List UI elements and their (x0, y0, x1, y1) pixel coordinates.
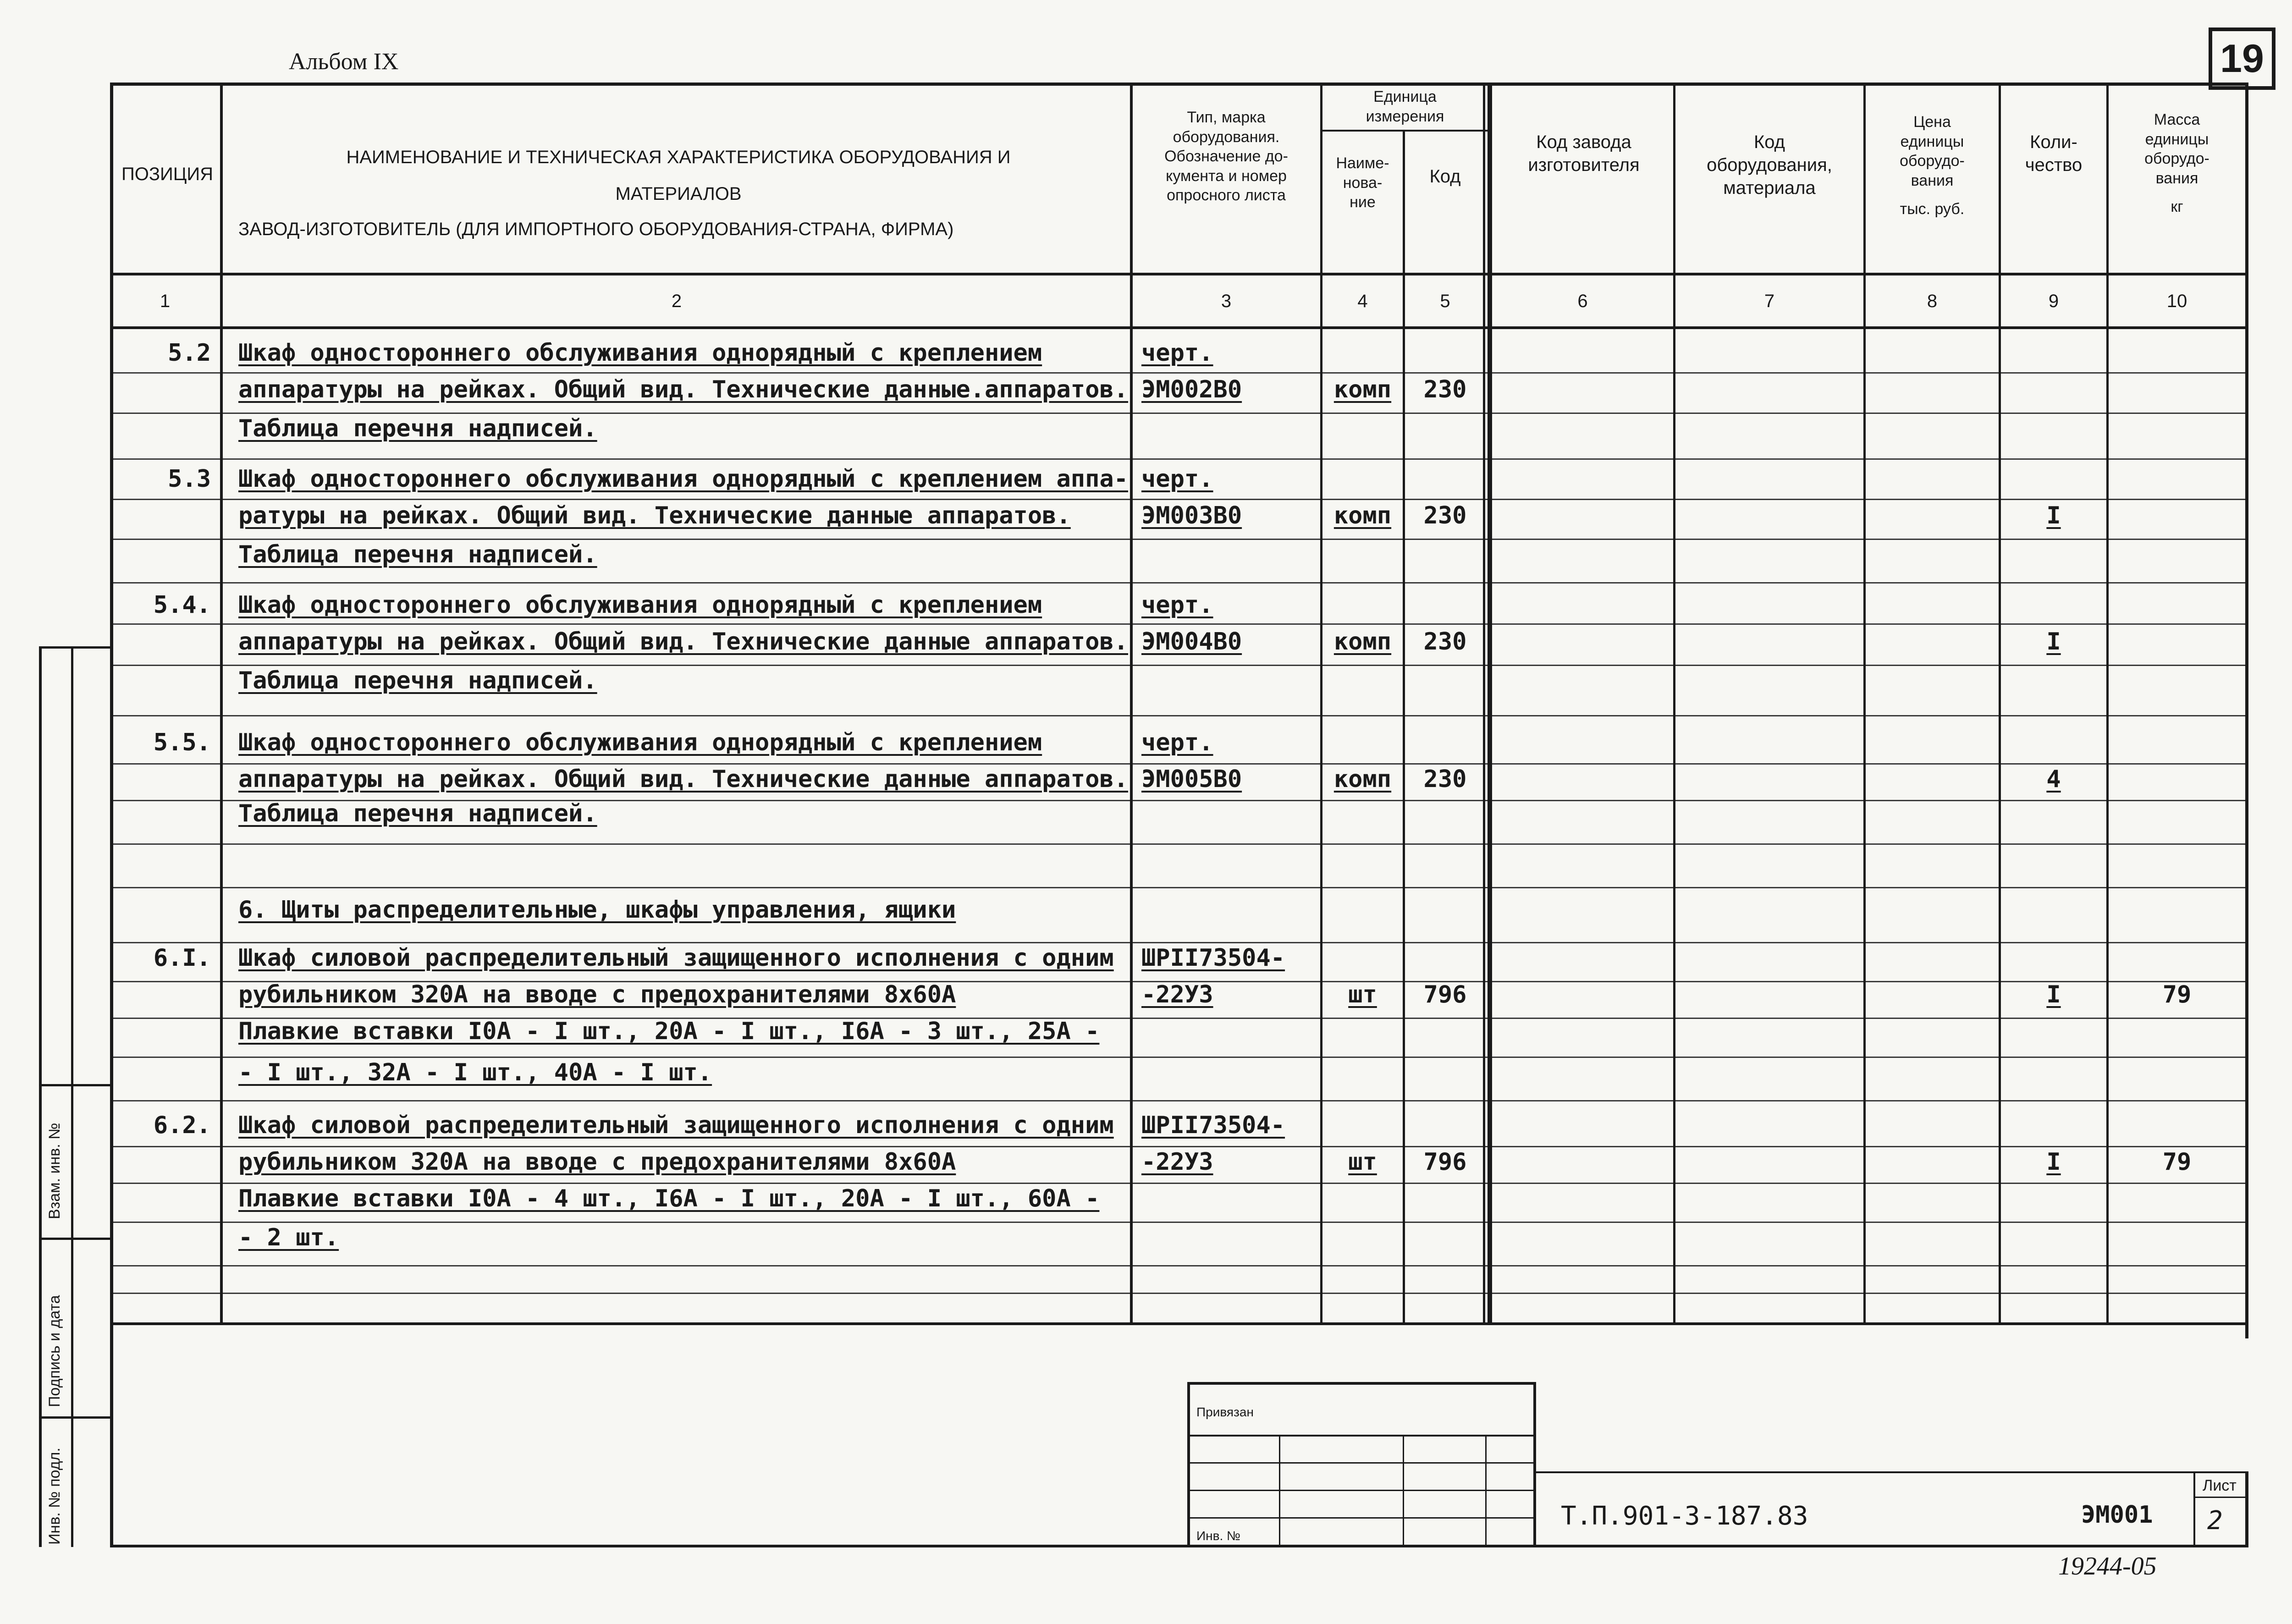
cell-code: 230 (1423, 765, 1467, 793)
cell-unit: комп (1333, 376, 1392, 403)
cell-name: Таблица перечня надписей. (238, 541, 597, 568)
colnum-5: 5 (1440, 291, 1450, 311)
side-label-signature: Подпись и дата (46, 1295, 63, 1407)
cell-type: -22У3 (1141, 981, 1213, 1008)
cell-unit: шт (1348, 981, 1377, 1008)
cell-type: ЭМ003В0 (1141, 502, 1242, 529)
row-separator (110, 1100, 2248, 1101)
colnum-2: 2 (671, 291, 682, 311)
cell-pos: 6.2. (153, 1112, 211, 1139)
cell-unit: комп (1333, 765, 1392, 793)
row-separator (110, 499, 2248, 500)
cell-name: ратуры на рейках. Общий вид. Технические данные аппаратов. (238, 502, 1071, 529)
cell-unit: комп (1333, 628, 1392, 655)
row-separator (110, 665, 2248, 666)
row-separator (110, 458, 2248, 460)
row-separator (110, 942, 2248, 943)
cell-name: Шкаф одностороннего обслуживания однорядный с креплением (238, 339, 1042, 367)
stamp-list-label: Лист (2203, 1477, 2237, 1494)
cell-name: Таблица перечня надписей. (238, 800, 597, 827)
cell-qty: I (2046, 628, 2061, 655)
cell-name: Шкаф силовой распределительный защищенного исполнения с одним (238, 1112, 1114, 1139)
header-unit-group: Единица измерения (1366, 88, 1444, 125)
cell-name: рубильником 320А на вводе с предохранителями 8х60А (238, 1148, 956, 1176)
row-separator (110, 1057, 2248, 1058)
cell-name: 6. Щиты распределительные, шкафы управления, ящики (238, 896, 956, 924)
cell-unit: комп (1333, 502, 1392, 529)
cell-type: ЭМ002В0 (1141, 376, 1242, 403)
archive-number: 19244-05 (2058, 1552, 2157, 1580)
cell-code: 230 (1423, 502, 1467, 529)
cell-name: Таблица перечня надписей. (238, 667, 597, 694)
header-name-line3: ЗАВОД-ИЗГОТОВИТЕЛЬ (ДЛЯ ИМПОРТНОГО ОБОРУДОВАНИЯ-СТРАНА, ФИРМА) (238, 219, 954, 239)
cell-pos: 5.3 (168, 465, 211, 493)
cell-name: Плавкие вставки I0А - I шт., 20А - I шт., I6А - 3 шт., 25А - (238, 1018, 1100, 1045)
cell-name: Шкаф одностороннего обслуживания однорядный с креплением аппа- (238, 465, 1129, 493)
cell-name: Шкаф одностороннего обслуживания однорядный с креплением (238, 591, 1042, 619)
cell-name: Плавкие вставки I0А - 4 шт., I6А - I шт., 20А - I шт., 60А - (238, 1185, 1100, 1212)
cell-type: ЭМ004В0 (1141, 628, 1242, 655)
cell-type: черт. (1141, 729, 1213, 756)
row-separator (110, 539, 2248, 540)
header-unit-name: Наиме- нова- ние (1336, 154, 1389, 211)
stamp-doc-code: Т.П.901-3-187.83 (1561, 1501, 1808, 1531)
cell-code: 796 (1423, 1148, 1467, 1176)
row-separator (110, 763, 2248, 765)
colnum-7: 7 (1764, 291, 1775, 311)
row-separator (110, 623, 2248, 625)
row-separator (110, 372, 2248, 374)
cell-pos: 5.5. (153, 729, 211, 756)
cell-qty: 4 (2046, 765, 2061, 793)
header-equipment-code: Код оборудования, материала (1707, 132, 1832, 198)
stamp-sheet-code: ЭМ001 (2081, 1501, 2153, 1529)
cell-name: Шкаф силовой распределительный защищенного исполнения с одним (238, 944, 1114, 972)
row-separator (110, 1146, 2248, 1147)
stamp-inv-no: Инв. № (1196, 1529, 1241, 1543)
stamp-privyazan: Привязан (1196, 1405, 1254, 1419)
cell-code: 230 (1423, 628, 1467, 655)
cell-qty: I (2046, 1148, 2061, 1176)
cell-name: Таблица перечня надписей. (238, 415, 597, 442)
colnum-3: 3 (1221, 291, 1232, 311)
row-separator (110, 843, 2248, 845)
page-number: 19 (2209, 28, 2275, 90)
colnum-4: 4 (1357, 291, 1368, 311)
row-separator (110, 1183, 2248, 1184)
cell-qty: I (2046, 502, 2061, 529)
colnum-6: 6 (1577, 291, 1588, 311)
header-unit-code: Код (1429, 166, 1461, 187)
cell-code: 796 (1423, 981, 1467, 1008)
cell-type: черт. (1141, 339, 1213, 367)
album-label: Альбом IX (289, 49, 399, 75)
row-separator (110, 887, 2248, 888)
cell-name: рубильником 320А на вводе с предохранителями 8х60А (238, 981, 956, 1008)
header-position: ПОЗИЦИЯ (121, 164, 213, 184)
stamp-list-value: 2 (2207, 1506, 2223, 1536)
cell-name: - 2 шт. (238, 1224, 339, 1251)
cell-type: ШРII73504- (1141, 1112, 1285, 1139)
row-separator (110, 1265, 2248, 1266)
header-name-line1: НАИМЕНОВАНИЕ И ТЕХНИЧЕСКАЯ ХАРАКТЕРИСТИКА ОБОРУДОВАНИЯ И (346, 147, 1011, 167)
cell-name: - I шт., 32А - I шт., 40А - I шт. (238, 1059, 712, 1086)
cell-type: -22У3 (1141, 1148, 1213, 1176)
side-label-inventory: Инв. № подл. (46, 1448, 63, 1545)
cell-type: ШРII73504- (1141, 944, 1285, 972)
cell-type: ЭМ005В0 (1141, 765, 1242, 793)
header-factory-code: Код завода изготовителя (1528, 132, 1640, 175)
header-name-line2: МАТЕРИАЛОВ (615, 184, 742, 204)
cell-name: аппаратуры на рейках. Общий вид. Технические данные.аппаратов. (238, 376, 1129, 403)
row-separator (110, 1222, 2248, 1223)
row-separator (110, 582, 2248, 584)
header-unit-mass: Масса единицы оборудо- вания кг (2144, 111, 2209, 215)
side-label-replacement: Взам. инв. № (46, 1123, 63, 1219)
cell-pos: 5.2 (168, 339, 211, 367)
row-separator (110, 715, 2248, 716)
header-quantity: Коли- чество (2025, 132, 2083, 175)
row-separator (110, 413, 2248, 414)
header-unit-price: Цена единицы оборудо- вания тыс. руб. (1900, 113, 1965, 218)
cell-mass: 79 (2162, 981, 2192, 1008)
row-separator (110, 1293, 2248, 1294)
cell-name: аппаратуры на рейках. Общий вид. Технические данные аппаратов. (238, 765, 1129, 793)
cell-pos: 5.4. (153, 591, 211, 619)
cell-type: черт. (1141, 591, 1213, 619)
cell-name: Шкаф одностороннего обслуживания однорядный с креплением (238, 729, 1042, 756)
cell-type: черт. (1141, 465, 1213, 493)
cell-name: аппаратуры на рейках. Общий вид. Технические данные аппаратов. (238, 628, 1129, 655)
header-type: Тип, марка оборудования. Обозначение до- кумента и номер опросного листа (1164, 109, 1288, 204)
cell-mass: 79 (2162, 1148, 2192, 1176)
cell-code: 230 (1423, 376, 1467, 403)
cell-qty: I (2046, 981, 2061, 1008)
cell-pos: 6.I. (153, 944, 211, 972)
colnum-9: 9 (2048, 291, 2059, 311)
colnum-8: 8 (1927, 291, 1938, 311)
colnum-10: 10 (2166, 291, 2187, 311)
cell-unit: шт (1348, 1148, 1377, 1176)
colnum-1: 1 (160, 291, 171, 311)
